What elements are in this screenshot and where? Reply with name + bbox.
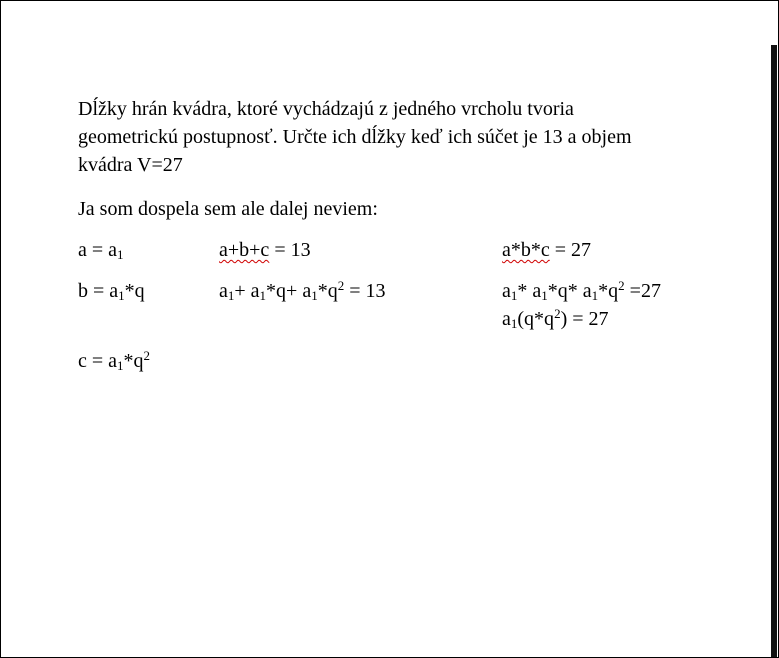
equation-b-sub: 1 (118, 288, 125, 303)
equation-a (78, 236, 124, 264)
sum-sup: 2 (337, 278, 345, 293)
prod-part-4: *q (598, 280, 619, 302)
equation-product-factored (502, 305, 609, 333)
equation-sum-expr: a+b+c (219, 239, 270, 261)
sum-part-2: + a (234, 280, 260, 302)
fact-part-3: ) = 27 (560, 308, 609, 330)
prod-part-2: * a (517, 280, 542, 302)
equation-product (502, 236, 591, 264)
sum-part-5: = 13 (344, 280, 386, 302)
paragraph-line-2: geometrickú postupnosť. Určte ich dĺžky keď ich súčet je 13 a objem (78, 126, 632, 148)
prod-part-3: *q* a (547, 280, 592, 302)
equation-sum-expanded (219, 277, 385, 305)
equation-c (78, 347, 150, 375)
equation-product-rest: = 27 (549, 239, 592, 261)
equation-product-expr: a*b*c (502, 239, 550, 261)
prod-sup: 2 (618, 278, 625, 293)
fact-part-2: (q*q (517, 308, 555, 330)
sum-sub-2: 1 (259, 288, 267, 303)
equation-c-sub: 1 (117, 358, 124, 373)
equation-a-text: a = a (78, 239, 118, 261)
sum-sub-3: 1 (311, 288, 318, 303)
fact-sub-1: 1 (510, 316, 518, 331)
equation-c-text: c = a (78, 350, 118, 372)
equation-sum (219, 236, 311, 264)
equation-b-tail: *q (124, 280, 145, 302)
problem-paragraph (78, 95, 632, 179)
page-edge-shadow (771, 45, 777, 657)
sum-part-3: *q+ a (266, 280, 312, 302)
paragraph-line-3: kvádra V=27 (78, 154, 183, 176)
equation-sum-rest: = 13 (269, 239, 311, 261)
prod-part-1: a (502, 280, 511, 302)
prod-part-5: =27 (624, 280, 661, 302)
fact-sup: 2 (554, 306, 561, 321)
sum-part-1: a (219, 280, 228, 302)
fact-part-1: a (502, 308, 511, 330)
equation-c-tail: *q (123, 350, 144, 372)
intro-line: Ja som dospela sem ale dalej neviem: (78, 198, 378, 220)
sum-sub-1: 1 (227, 288, 235, 303)
equation-a-sub: 1 (117, 247, 124, 262)
prod-sub-1: 1 (510, 288, 518, 303)
equation-b (78, 277, 145, 305)
equation-product-expanded (502, 277, 661, 305)
prod-sub-3: 1 (591, 288, 599, 303)
paragraph-line-1: Dĺžky hrán kvádra, ktoré vychádzajú z jedného vrcholu tvoria (78, 98, 574, 120)
sum-part-4: *q (317, 280, 338, 302)
equation-b-text: b = a (78, 280, 119, 302)
prod-sub-2: 1 (541, 288, 548, 303)
equation-c-sup: 2 (143, 348, 151, 363)
